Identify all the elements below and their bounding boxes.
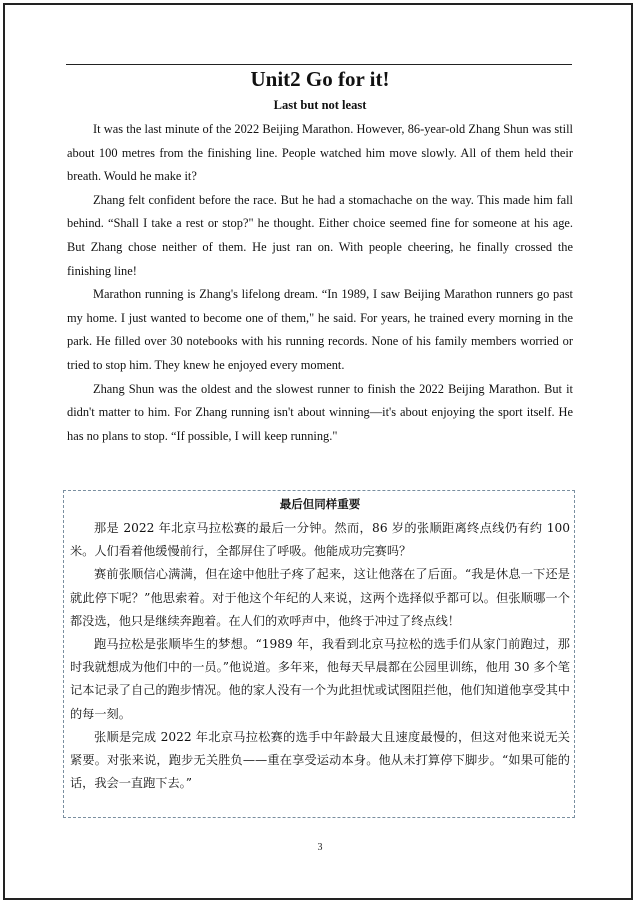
page-title: Unit2 Go for it! [250,67,390,91]
english-paragraph: Zhang felt confident before the race. But he had a stomachache on the way. This made him fall behind. “Shall I take a rest or stop?" he thought. Either choice seemed fine for someone at his age. But Zhang chose neither of them. He just ran on. With people cheering, he finally crossed the finishing line! [67,192,573,278]
translation-passage [70,517,570,795]
passage-subtitle: Last but not least [273,98,367,112]
page-number: 3 [317,842,323,853]
english-paragraph: It was the last minute of the 2022 Beijing Marathon. However, 86-year-old Zhang Shun was still about 100 metres from the finishing line. People watched him move slowly. All of them held their breath. Would he make it? [67,122,573,184]
header-rule [66,64,572,65]
english-paragraph: Zhang Shun was the oldest and the slowest runner to finish the 2022 Beijing Marathon. But it didn't matter to him. For Zhang running isn't about winning—it's about enjoying the sport itself. He has no plans to stop. “If possible, I will keep running." [67,381,573,443]
translation-paragraph: 那是 2022 年北京马拉松赛的最后一分钟。然而，86 岁的张顺距离终点线仍有约 100 米。人们看着他缓慢前行，全都屏住了呼吸。他能成功完赛吗？ [70,521,570,559]
english-paragraph: Marathon running is Zhang's lifelong dream. “In 1989, I saw Beijing Marathon runners go past my home. I just wanted to become one of them," he said. For years, he trained every morning in the park. He filled over 30 notebooks with his running records. None of his family members worried or tried to stop him. They knew he enjoyed every moment. [67,287,573,372]
english-passage [67,118,573,448]
translation-paragraph: 跑马拉松是张顺毕生的梦想。“1989 年，我看到北京马拉松的选手们从家门前跑过，那时我就想成为他们中的一员。”他说道。多年来，他每天早晨都在公园里训练，他用 30 多个笔记本记录了自己的跑步情况。他的家人没有一个为此担忧或试图阻拦他，他们知道他享受其中的每一刻。 [70,637,570,721]
translation-paragraph: 赛前张顺信心满满，但在途中他肚子疼了起来，这让他落在了后面。“我是休息一下还是就此停下呢？”他思索着。对于他这个年纪的人来说，这两个选择似乎都可以。但张顺哪一个都没选，他只是继续奔跑着。在人们的欢呼声中，他终于冲过了终点线！ [70,567,570,628]
translation-paragraph: 张顺是完成 2022 年北京马拉松赛的选手中年龄最大且速度最慢的，但这对他来说无关紧要。对张来说，跑步无关胜负——重在享受运动本身。他从未打算停下脚步。“如果可能的话，我会一直跑下去。” [70,729,570,791]
translation-title: 最后但同样重要 [279,497,361,511]
